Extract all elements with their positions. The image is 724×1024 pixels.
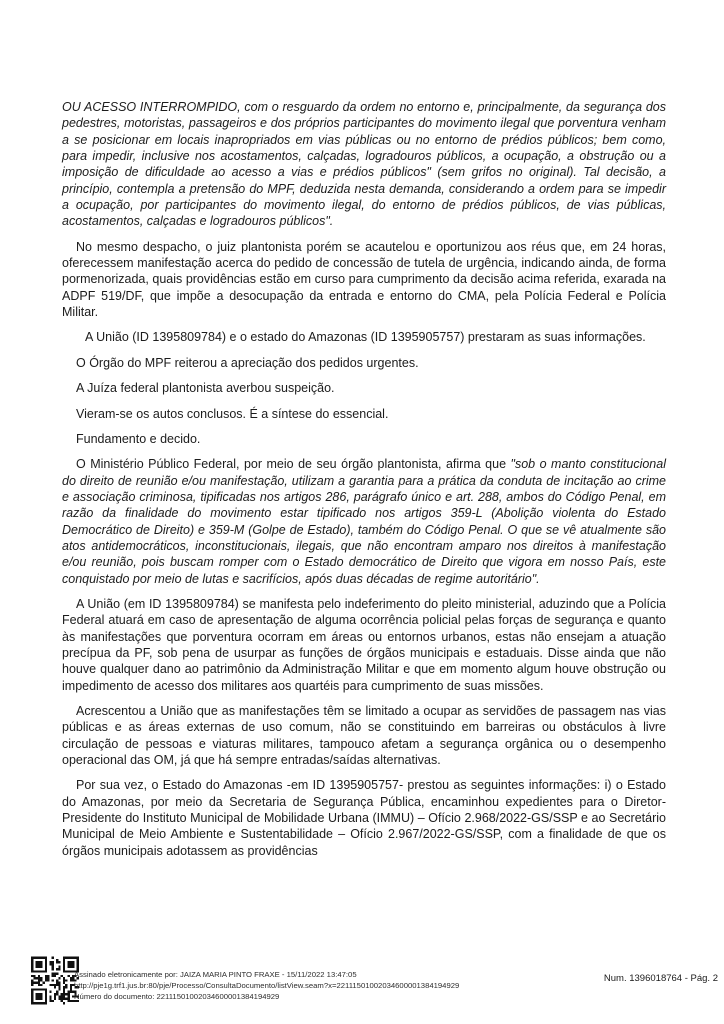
paragraph-quoted-text: "sob o manto constitucional do direito de reunião e/ou manifestação, utilizam a garantia para a prática da conduta de incitação ao crime e associação criminosa, tipificadas nos artigos 286, parágrafo único e art. 288, ambos do Código Penal, em razão da finalidade do movimento estar tipificado nos artigos 359-L (Abolição violenta do Estado Democrático de Direito) e 359-M (Golpe de Estado), também do Código Penal. O que se vê atualmente são atos antidemocráticos, inconstitucionais, ilegais, que não encontram amparo nos direitos à manifestação e/ou reunião, pois buscam romper com o Estado democrático de Direito que vigora em nosso País, este conquistado por meio de lutas e sacrifícios, após duas décadas de regime autoritário". — [62, 457, 666, 586]
paragraph: Fundamento e decido. — [76, 431, 201, 446]
paragraph: Vieram-se os autos conclusos. É a síntese do essencial. — [76, 406, 389, 421]
paragraph: A União (em ID 1395809784) se manifesta pelo indeferimento do pleito ministerial, aduzindo que a Polícia Federal atuará em caso de apresentação de alguma ocorrência policial pelas forças de segurança e quanto às manifestações que porventura ocorram em áreas ou entornos urbanos, estas não ensejam a atuação precípua da PF, sob pena de usurpar as funções de órgãos municipais e estaduais. Disse ainda que não houve qualquer dano ao patrimônio da Administração Militar e que em momento algum houve obstrução ou impedimento de acesso dos militares aos quartéis para cumprimento de suas missões. — [62, 596, 666, 693]
signature-document-number: Número do documento: 22111501002034600001384194929 — [74, 991, 280, 1001]
paragraph-mpf-quote — [62, 456, 666, 587]
signature-verification-url: http://pje1g.trf1.jus.br:80/pje/Processo/ConsultaDocumento/listView.seam?x=22111501002034600001384194929 — [74, 980, 460, 990]
document-body — [62, 99, 666, 868]
signature-signed-by: Assinado eletronicamente por: JAIZA MARIA PINTO FRAXE - 15/11/2022 13:47:05 — [74, 970, 357, 979]
paragraph: No mesmo despacho, o juiz plantonista porém se acautelou e oportunizou aos réus que, em 24 horas, oferecessem manifestação acerca do pedido de concessão de tutela de urgência, indicando ainda, de forma pormenorizada, quais providências estão em curso para cumprimento da decisão acima referida, exarada na ADPF 519/DF, que impõe a desocupação da entrada e entorno do CMA, pela Polícia Federal e Polícia Militar. — [62, 239, 666, 320]
paragraph: Por sua vez, o Estado do Amazonas -em ID 1395905757- prestou as seguintes informações: i) o Estado do Amazonas, por meio da Secretaria de Segurança Pública, encaminhou expedientes para o Diretor-Presidente do Instituto Municipal de Mobilidade Urbana (IMMU) – Ofício 2.968/2022-GS/SSP e ao Secretário Municipal de Meio Ambiente e Sustentabilidade – Ofício 2.967/2022-GS/SSP, com a finalidade de que os órgãos municipais adotassem as providências — [62, 778, 666, 858]
paragraph: Acrescentou a União que as manifestações têm se limitado a ocupar as servidões de passagem nas vias públicas e as áreas externas de uso comum, não se constituindo em barreiras ou obstáculos à livre circulação de pessoas e viaturas militares, tampouco afetam a segurança orgânica ou o desempenho operacional das OM, já que há sempre entradas/saídas alternativas. — [62, 704, 666, 768]
paragraph: A União (ID 1395809784) e o estado do Amazonas (ID 1395905757) prestaram as suas informações. — [85, 330, 646, 345]
paragraph-quote-continuation: OU ACESSO INTERROMPIDO, com o resguardo da ordem no entorno e, principalmente, da segurança dos pedestres, motoristas, passageiros e dos próprios participantes do movimento ilegal que porventura venham a se posicionar em locais inapropriados em vias públicas ou no entorno de prédios públicos; bem como, para impedir, inclusive nos acostamentos, calçadas, logradouros públicos, a ocupação, a obstrução ou a imposição de dificuldade ao acesso a vias e prédios públicos" (sem grifos no original). Tal decisão, a princípio, contempla a pretensão do MPF, deduzida nesta demanda, considerando a ordem para se impedir a ocupação, por participantes do movimento ilegal, do entorno de prédios públicos, de vias públicas, acostamentos, calçadas e logradouros públicos". — [62, 100, 666, 229]
paragraph: A Juíza federal plantonista averbou suspeição. — [76, 381, 335, 396]
paragraph: O Órgão do MPF reiterou a apreciação dos pedidos urgentes. — [76, 355, 419, 370]
signature-block — [74, 970, 459, 1002]
page-number-label: Num. 1396018764 - Pág. 2 — [603, 973, 718, 984]
paragraph-lead-text: O Ministério Público Federal, por meio de seu órgão plantonista, afirma que — [76, 457, 511, 472]
qr-code — [30, 953, 80, 1008]
